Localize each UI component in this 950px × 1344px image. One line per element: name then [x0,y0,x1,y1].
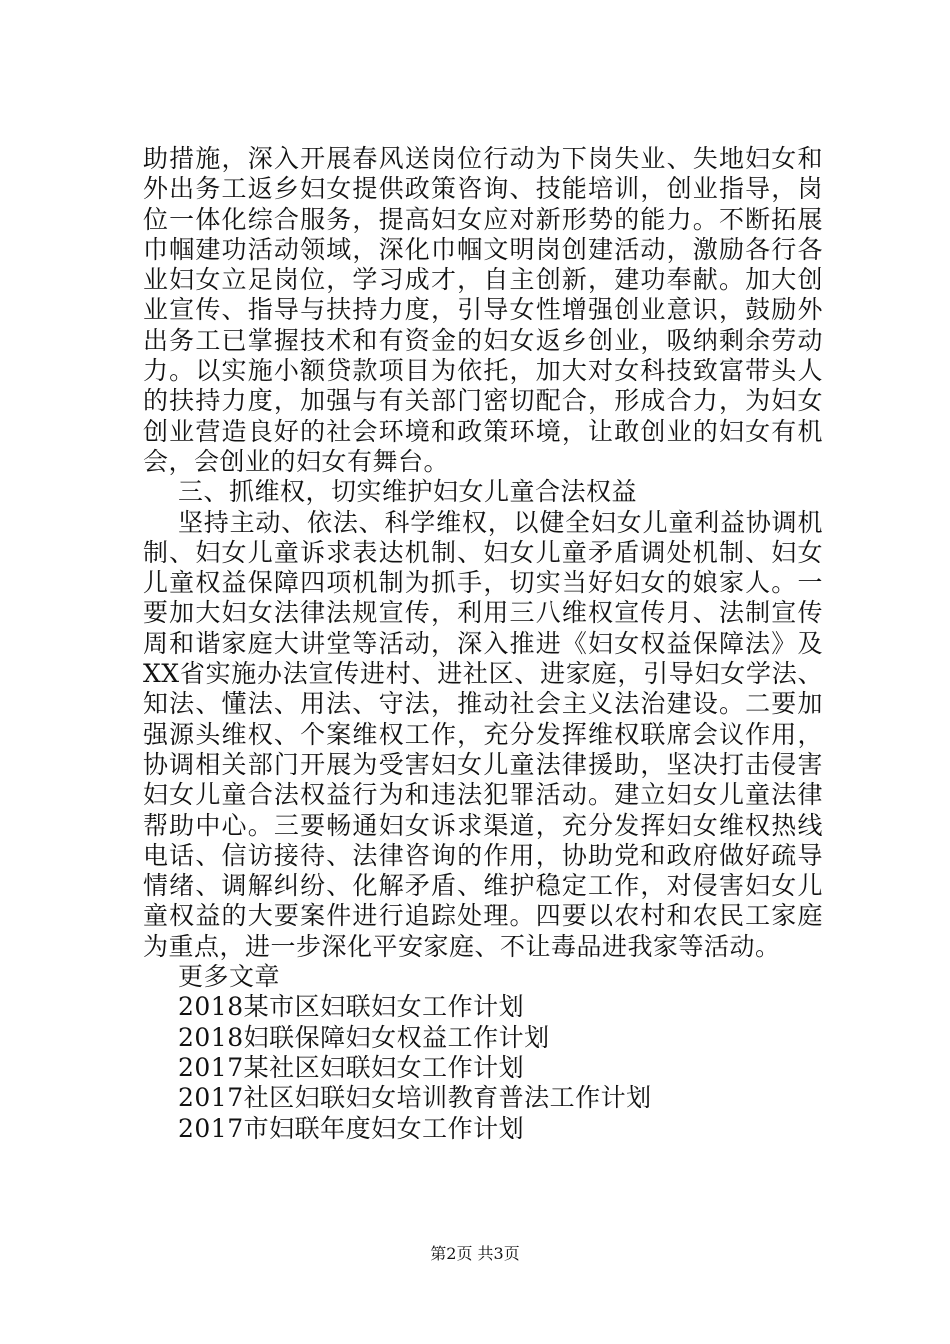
more-article-link-2[interactable]: 2018妇联保障妇女权益工作计划 [178,1022,550,1052]
page-number-label: 第2页 共3页 [430,1244,520,1263]
more-article-link-3[interactable]: 2017某社区妇联妇女工作计划 [178,1052,525,1082]
page-footer [0,1244,950,1264]
more-article-link-1[interactable]: 2018某市区妇联妇女工作计划 [178,992,525,1022]
body-paragraph-1: 助措施，深入开展春风送岗位行动为下岗失业、失地妇女和外出务工返乡妇女提供政策咨询、技能培训，创业指导，岗位一体化综合服务，提高妇女应对新形势的能力。不断拓展巾帼建功活动领域，深化巾帼文明岗创建活动，激励各行各业妇女立足岗位，学习成才，自主创新，建功奉献。加大创业宣传、指导与扶持力度，引导女性增强创业意识，鼓励外出务工已掌握技术和有资金的妇女返乡创业，吸纳剩余劳动力。以实施小额贷款项目为依托，加大对女科技致富带头人的扶持力度，加强与有关部门密切配合，形成合力，为妇女创业营造良好的社会环境和政策环境，让敢创业的妇女有机会，会创业的妇女有舞台。 [143,144,823,476]
more-article-link-4[interactable]: 2017社区妇联妇女培训教育普法工作计划 [178,1083,652,1113]
document-body [143,144,823,1144]
body-paragraph-2: 坚持主动、依法、科学维权，以健全妇女儿童利益协调机制、妇女儿童诉求表达机制、妇女儿童矛盾调处机制、妇女儿童权益保障四项机制为抓手，切实当好妇女的娘家人。一要加大妇女法律法规宣传，利用三八维权宣传月、法制宣传周和谐家庭大讲堂等活动，深入推进《妇女权益保障法》及XX省实施办法宣传进村、进社区、进家庭，引导妇女学法、知法、懂法、用法、守法，推动社会主义法治建设。二要加强源头维权、个案维权工作，充分发挥维权联席会议作用，协调相关部门开展为受害妇女儿童法律援助，坚决打击侵害妇女儿童合法权益行为和违法犯罪活动。建立妇女儿童法律帮助中心。三要畅通妇女诉求渠道，充分发挥妇女维权热线电话、信访接待、法律咨询的作用，协助党和政府做好疏导情绪、调解纠纷、化解矛盾、维护稳定工作，对侵害妇女儿童权益的大要案件进行追踪处理。四要以农村和农民工家庭为重点，进一步深化平安家庭、不让毒品进我家等活动。 [143,507,823,961]
more-articles-title: 更多文章 [178,962,281,992]
section-heading-3: 三、抓维权，切实维护妇女儿童合法权益 [178,477,638,507]
more-article-link-5[interactable]: 2017市妇联年度妇女工作计划 [178,1113,525,1143]
